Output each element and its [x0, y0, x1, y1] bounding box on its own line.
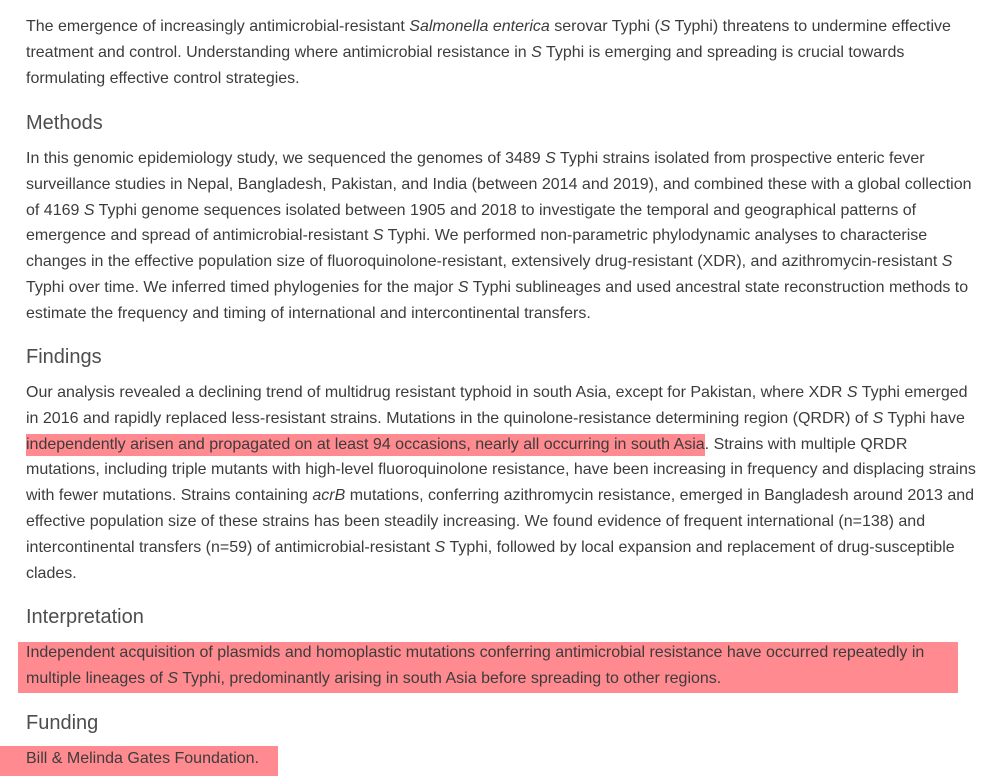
- interpretation-section: [26, 604, 976, 692]
- highlighted-finding: independently arisen and propagated on at least 94 occasions, nearly all occurring in south Asia: [26, 434, 705, 456]
- findings-paragraph: Our analysis revealed a declining trend of multidrug resistant typhoid in south Asia, except for Pakistan, where XDR S Typhi emerged in 2016 and rapidly replaced less-resistant strains. Mutations in the quinolone-resistance determining region (QRDR) of S Typhi have independently arisen and propagated on at least 94 occasions, nearly all occurring in south Asia. Strains with multiple QRDR mutations, including triple mutants with high-level fluoroquinolone resistance, have been increasing in frequency and displacing strains with fewer mutations. Strains containing acrB mutations, conferring azithromycin resistance, emerged in Bangladesh around 2013 and effective population size of these strains has been steadily increasing. We found evidence of frequent international (n=138) and intercontinental transfers (n=59) of antimicrobial-resistant S Typhi, followed by local expansion and replacement of drug-susceptible clades.: [26, 384, 976, 582]
- methods-heading: Methods: [26, 112, 103, 134]
- funding-paragraph: Bill & Melinda Gates Foundation.: [26, 750, 260, 767]
- findings-heading: Findings: [26, 346, 102, 368]
- gene-name: acrB: [312, 487, 346, 505]
- background-paragraph: The emergence of increasingly antimicrobial-resistant Salmonella enterica serovar Typhi (S Typhi) threatens to undermine effective treatment and control. Understanding where antimicrobial resistance in S Typhi is emerging and spreading is crucial towards formulating effective control strategies.: [26, 18, 951, 87]
- methods-paragraph: In this genomic epidemiology study, we sequenced the genomes of 3489 S Typhi strains isolated from prospective enteric fever surveillance studies in Nepal, Bangladesh, Pakistan, and India (between 2014 and 2019), and combined these with a global collection of 4169 S Typhi genome sequences isolated between 1905 and 2018 to investigate the temporal and geographical patterns of emergence and spread of antimicrobial-resistant S Typhi. We performed non-parametric phylodynamic analyses to characterise changes in the effective population size of fluoroquinolone-resistant, extensively drug-resistant (XDR), and azithromycin-resistant S Typhi over time. We inferred timed phylogenies for the major S Typhi sublineages and used ancestral state reconstruction methods to estimate the frequency and timing of international and intercontinental transfers.: [26, 150, 972, 322]
- methods-section: [26, 110, 976, 327]
- interpretation-paragraph: Independent acquisition of plasmids and homoplastic mutations conferring antimicrobial resistance have occurred repeatedly in multiple lineages of S Typhi, predominantly arising in south Asia before spreading to other regions.: [26, 644, 925, 687]
- interpretation-heading: Interpretation: [26, 606, 144, 628]
- findings-section: [26, 344, 976, 586]
- funding-heading: Funding: [26, 712, 99, 734]
- background-section: [26, 14, 976, 91]
- species-name: Salmonella enterica: [409, 18, 550, 35]
- funding-section: [26, 710, 976, 772]
